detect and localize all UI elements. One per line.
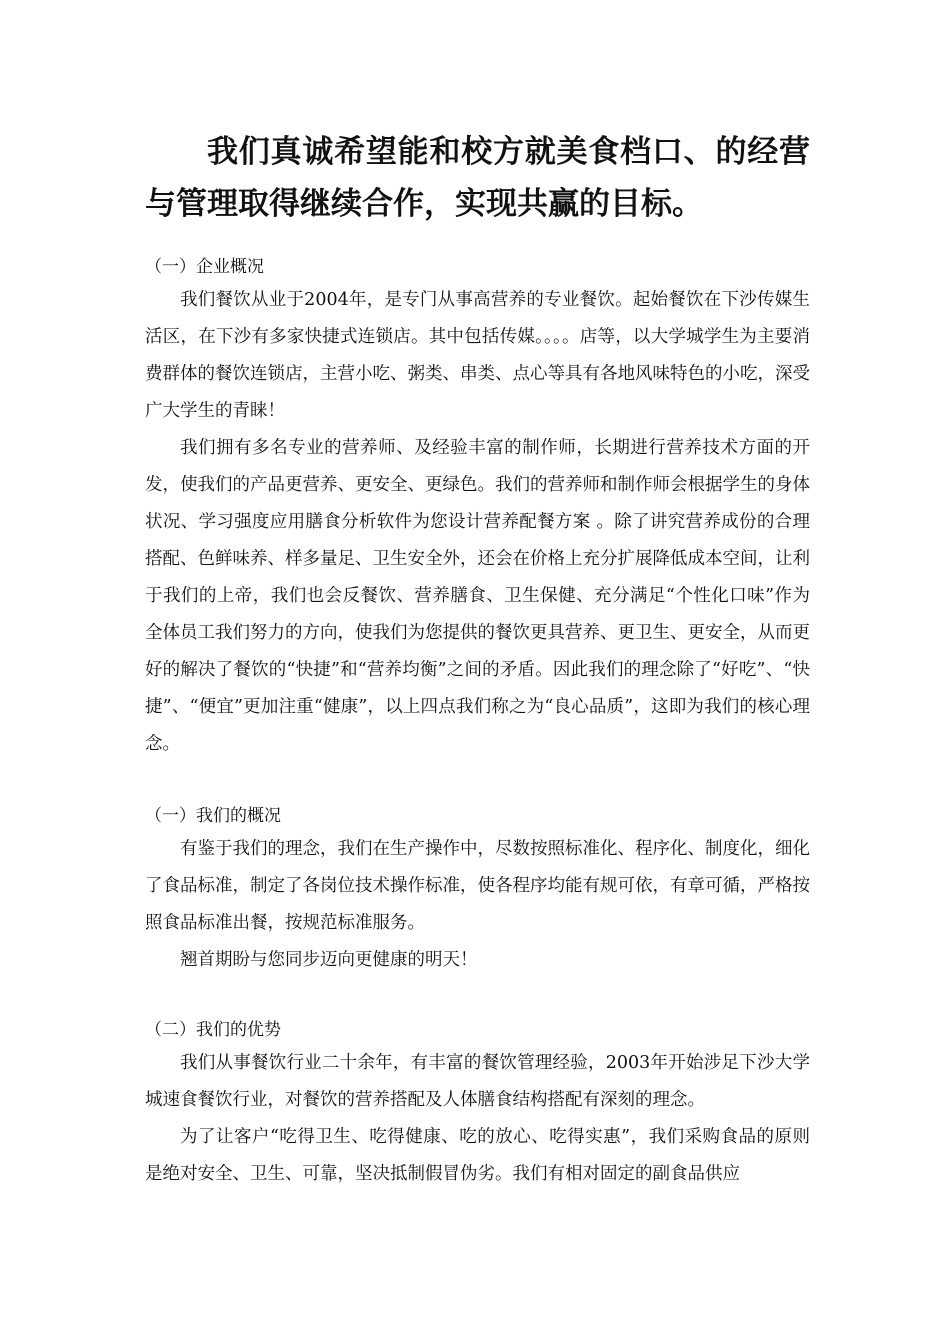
paragraph: 有鉴于我们的理念，我们在生产操作中，尽数按照标准化、程序化、制度化，细化了食品标准，制定了各岗位技术操作标准，使各程序均能有规可依，有章可循，严格按照食品标准出餐，按规范标准服务。 <box>145 839 810 933</box>
section-heading: （一）企业概况 <box>145 257 264 277</box>
section-our-overview <box>145 801 810 979</box>
paragraph: 我们餐饮从业于2004年，是专门从事高营养的专业餐饮。起始餐饮在下沙传媒生活区，在下沙有多家快捷式连锁店。其中包括传媒。。。。店等，以大学城学生为主要消费群体的餐饮连锁店，主营小吃、粥类、串类、点心等具有各地风味特色的小吃，深受广大学生的青睐！ <box>145 290 810 421</box>
paragraph: 为了让客户“吃得卫生、吃得健康、吃的放心、吃得实惠”，我们采购食品的原则是绝对安全、卫生、可靠，坚决抵制假冒伪劣。我们有相对固定的副食品供应 <box>145 1127 810 1184</box>
section-company-overview <box>145 252 810 763</box>
document-title: 我们真诚希望能和校方就美食档口、的经营与管理取得继续合作，实现共赢的目标。 <box>145 134 810 222</box>
section-heading: （一）我们的概况 <box>145 806 281 826</box>
paragraph: 我们从事餐饮行业二十余年，有丰富的餐饮管理经验，2003年开始涉足下沙大学城速食餐饮行业，对餐饮的营养搭配及人体膳食结构搭配有深刻的理念。 <box>145 1053 810 1110</box>
paragraph: 翘首期盼与您同步迈向更健康的明天！ <box>180 950 478 970</box>
section-our-advantages <box>145 1015 810 1193</box>
paragraph: 我们拥有多名专业的营养师、及经验丰富的制作师，长期进行营养技术方面的开发，使我们的产品更营养、更安全、更绿色。我们的营养师和制作师会根据学生的身体状况、学习强度应用膳食分析软件为您设计营养配餐方案 。除了讲究营养成份的合理搭配、色鲜味养、样多量足、卫生安全外，还会在价格上充分扩展降低成本空间，让利于我们的上帝，我们也会反餐饮、营养膳食、卫生保健、充分满足“个性化口味”作为全体员工我们努力的方向，使我们为您提供的餐饮更具营养、更卫生、更安全，从而更好的解决了餐饮的“快捷”和“营养均衡”之间的矛盾。因此我们的理念除了“好吃”、“快捷”、“便宜”更加注重“健康”，以上四点我们称之为“良心品质”，这即为我们的核心理念。 <box>145 438 810 754</box>
section-heading: （二）我们的优势 <box>145 1020 281 1040</box>
